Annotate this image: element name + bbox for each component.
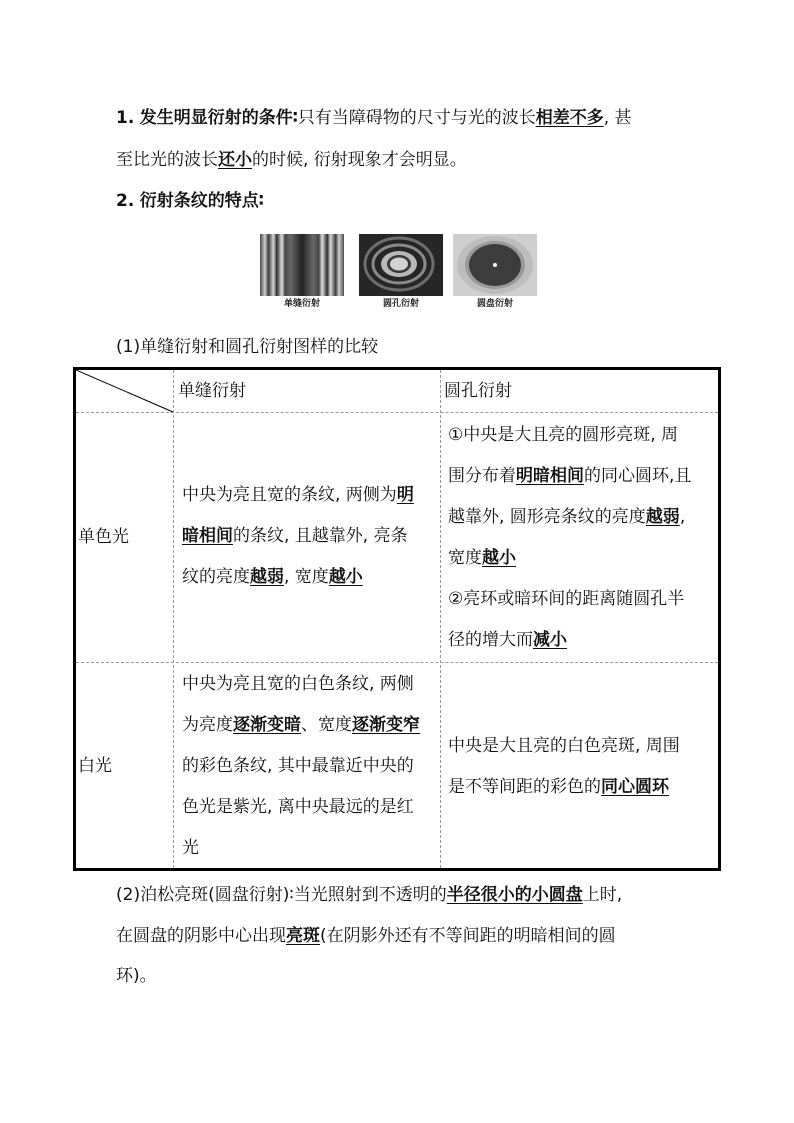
heading-1-label: 发生明显衍射的条件	[139, 108, 293, 128]
condition-paragraph-line-2: 至比光的波长还小的时候, 衍射现象才会明显。	[116, 150, 467, 170]
single-slit-pattern-icon	[260, 234, 344, 296]
row-label-white-light: 白光	[78, 756, 112, 776]
key-term: 半径很小的小圆盘	[446, 885, 583, 905]
key-term: 还小	[218, 150, 252, 170]
features-heading: 2. 衍射条纹的特点∶	[116, 191, 264, 211]
poisson-line-1: (2)泊松亮斑(圆盘衍射)∶当光照射到不透明的半径很小的小圆盘上时,	[116, 885, 623, 905]
white-slit-description: 中央为亮且宽的白色条纹, 两侧 为亮度逐渐变暗、宽度逐渐变窄 的彩色条纹, 其中最靠近中央的 色光是紫光, 离中央最远的是红 光	[182, 674, 420, 858]
column-header-single-slit: 单缝衍射	[178, 381, 246, 401]
white-hole-description: 中央是大且亮的白色亮斑, 周围 是不等间距的彩色的同心圆环	[448, 736, 680, 797]
row-label-monochromatic: 单色光	[78, 527, 129, 547]
mono-slit-description: 中央为亮且宽的条纹, 两侧为明 暗相间的条纹, 且越靠外, 亮条 纹的亮度越弱, 宽度越小	[182, 485, 414, 587]
diagonal-header-cell	[76, 370, 176, 414]
comparison-title: (1)单缝衍射和圆孔衍射图样的比较	[116, 337, 379, 357]
figure-caption: 圆盘衍射	[476, 299, 513, 309]
comparison-table	[73, 367, 721, 871]
heading-1-number: 1.	[116, 108, 135, 128]
poisson-line-3: 环)。	[116, 966, 157, 986]
mono-hole-description: ①中央是大且亮的圆形亮斑, 周 围分布着明暗相间的同心圆环,且 越靠外, 圆形亮条纹的亮度越弱, 宽度越小 ②亮环或暗环间的距离随圆孔半 径的增大而减小	[448, 425, 692, 650]
figure-caption: 圆孔衍射	[382, 299, 419, 309]
condition-paragraph-line-1: 1. 发生明显衍射的条件∶只有当障碍物的尺寸与光的波长相差不多, 甚	[116, 108, 632, 128]
circular-hole-pattern-icon	[359, 234, 443, 296]
column-header-circular-hole: 圆孔衍射	[444, 381, 512, 401]
poisson-line-2: 在圆盘的阴影中心出现亮斑(在阴影外还有不等间距的明暗相间的圆	[116, 926, 616, 946]
key-term: 相差不多	[535, 108, 604, 128]
figure-caption: 单缝衍射	[283, 299, 320, 309]
diffraction-figures	[0, 234, 794, 314]
key-term: 亮斑	[286, 926, 320, 946]
circular-disk-pattern-icon	[453, 234, 537, 296]
